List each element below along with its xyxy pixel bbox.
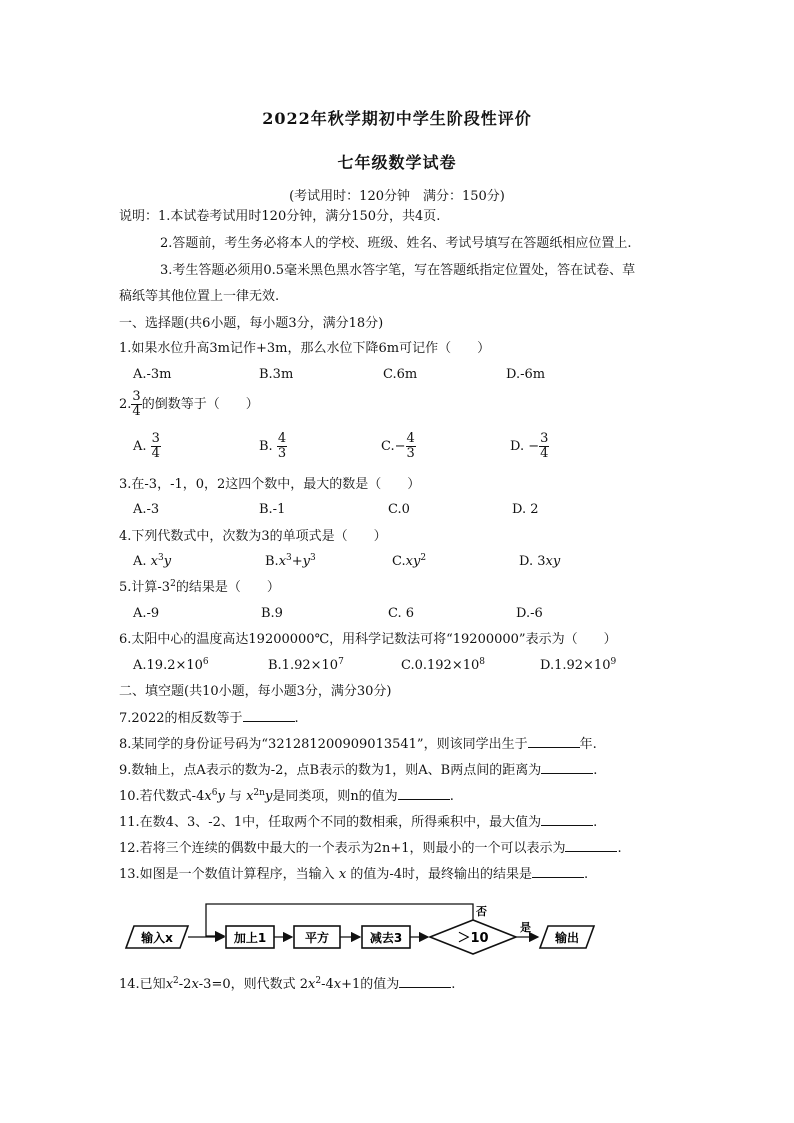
exam-info: (考试用时：120分钟 满分：150分) <box>289 189 505 204</box>
q2-option-c: C.− $\frac{4}{3}$ <box>381 431 415 461</box>
q2-suffix: 的倒数等于（ ） <box>141 397 259 412</box>
q2-stem <box>119 390 259 419</box>
q9-blank <box>541 761 593 774</box>
flowchart-output-label: 输出 <box>554 931 580 945</box>
q2-fraction: $\frac{3}{4}$ <box>132 389 141 419</box>
q12-blank <box>565 839 617 852</box>
q8-blank <box>528 735 580 748</box>
flowchart-step2-label: 平方 <box>304 931 330 945</box>
q5-option-b: B.9 <box>261 606 283 621</box>
q13: 13.如图是一个数值计算程序，当输入 x 的值为-4时，最终输出的结果是 . <box>119 867 589 882</box>
exam-subtitle: 七年级数学试卷 <box>337 153 457 172</box>
q11-blank <box>541 813 593 826</box>
q1-option-a: A.-3m <box>133 367 172 382</box>
q1-option-d: D.-6m <box>506 367 546 382</box>
q4-stem: 4.下列代数式中，次数为3的单项式是（ ） <box>119 529 387 544</box>
note-1: 说明：1.本试卷考试用时120分钟，满分150分，共4页. <box>119 209 441 224</box>
q9: 9.数轴上，点A表示的数为-2，点B表示的数为1，则A、B两点间的距离为 . <box>119 763 598 778</box>
q6-stem: 6.太阳中心的温度高达19200000℃，用科学记数法可将“19200000”表示为（ ） <box>119 632 617 647</box>
q3-option-d: D. 2 <box>512 502 539 517</box>
note-3a: 3.考生答题必须用0.5毫米黑色黑水答字笔，写在答题纸指定位置处，答在试卷、草 <box>160 263 636 278</box>
q4-option-c: $C.xy^2$ <box>392 553 427 569</box>
flowchart-no-label: 否 <box>476 905 487 918</box>
q6-option-d: $D.1.92\times 10^9$ <box>540 657 617 673</box>
q3-stem: 3.在-3，-1，0，2这四个数中，最大的数是（ ） <box>119 477 421 492</box>
q2-prefix: 2. <box>119 397 132 412</box>
q7: 7.2022的相反数等于 . <box>119 711 299 726</box>
q3-option-a: A.-3 <box>133 502 160 517</box>
q13-blank <box>532 865 584 878</box>
flowchart-step1-label: 加上1 <box>233 931 267 945</box>
q1-stem: 1.如果水位升高3m记作+3m，那么水位下降6m可记作（ ） <box>119 341 491 356</box>
flowchart-step3-label: 减去3 <box>369 931 403 945</box>
q12: 12.若将三个连续的偶数中最大的一个表示为2n+1，则最小的一个可以表示为 . <box>119 841 622 856</box>
q11: 11.在数4、3、-2、1中，任取两个不同的数相乘，所得乘积中，最大值为 . <box>119 815 598 830</box>
section2-heading: 二、填空题(共10小题，每小题3分，满分30分) <box>119 684 392 699</box>
q5-option-c: C. 6 <box>388 606 415 621</box>
q6-option-c: $C.0.192\times 10^8$ <box>401 657 486 673</box>
q1-option-c: C.6m <box>383 367 418 382</box>
q3-option-c: C.0 <box>388 502 410 517</box>
q14-blank <box>399 975 451 988</box>
q2-option-b: B. $\frac{4}{3}$ <box>259 431 287 461</box>
flowchart-yes-label: 是 <box>520 921 531 934</box>
q4-option-a: A. $x^3y$ <box>133 553 172 569</box>
q1-option-b: B.3m <box>259 367 294 382</box>
q2-option-a: A. $\frac{3}{4}$ <box>133 431 160 461</box>
q4-option-b: $B.x^3+y^3$ <box>265 553 316 569</box>
q5-option-a: A.-9 <box>133 606 160 621</box>
q5-option-d: D.-6 <box>516 606 543 621</box>
q5-stem: 5.计算$-3^2$的结果是（ ） <box>119 579 280 595</box>
q7-blank <box>243 709 295 722</box>
q14: 14.已知$x^2-2x-3=0$，则代数式 $2x^2-4x+1$的值为 . <box>119 976 456 992</box>
q6-option-a: $A.19.2\times 10^6$ <box>133 657 209 673</box>
q10: 10.若代数式$-4x^6y$ 与 $x^{2n}y$是同类项，则n的值为 . <box>119 788 454 804</box>
q10-blank <box>398 787 450 800</box>
q8: 8.某同学的身份证号码为“321281200909013541”，则该同学出生于 年. <box>119 737 597 752</box>
section1-heading: 一、选择题(共6小题，每小题3分，满分18分) <box>119 316 384 331</box>
note-3b: 稿纸等其他位置上一律无效. <box>119 289 280 304</box>
flowchart <box>120 892 600 964</box>
exam-title: 2022年秋学期初中学生阶段性评价 <box>262 109 532 128</box>
note-2: 2.答题前，考生务必将本人的学校、班级、姓名、考试号填写在答题纸相应位置上. <box>160 236 632 251</box>
q6-option-b: $B.1.92\times 10^7$ <box>268 657 344 673</box>
q4-option-d: D. 3xy <box>519 554 561 569</box>
q3-option-b: B.-1 <box>259 502 286 517</box>
flowchart-input-label: 输入x <box>141 931 173 945</box>
flowchart-condition-label: ＞10 <box>457 931 489 946</box>
q2-option-d: D. − $\frac{3}{4}$ <box>510 431 549 461</box>
